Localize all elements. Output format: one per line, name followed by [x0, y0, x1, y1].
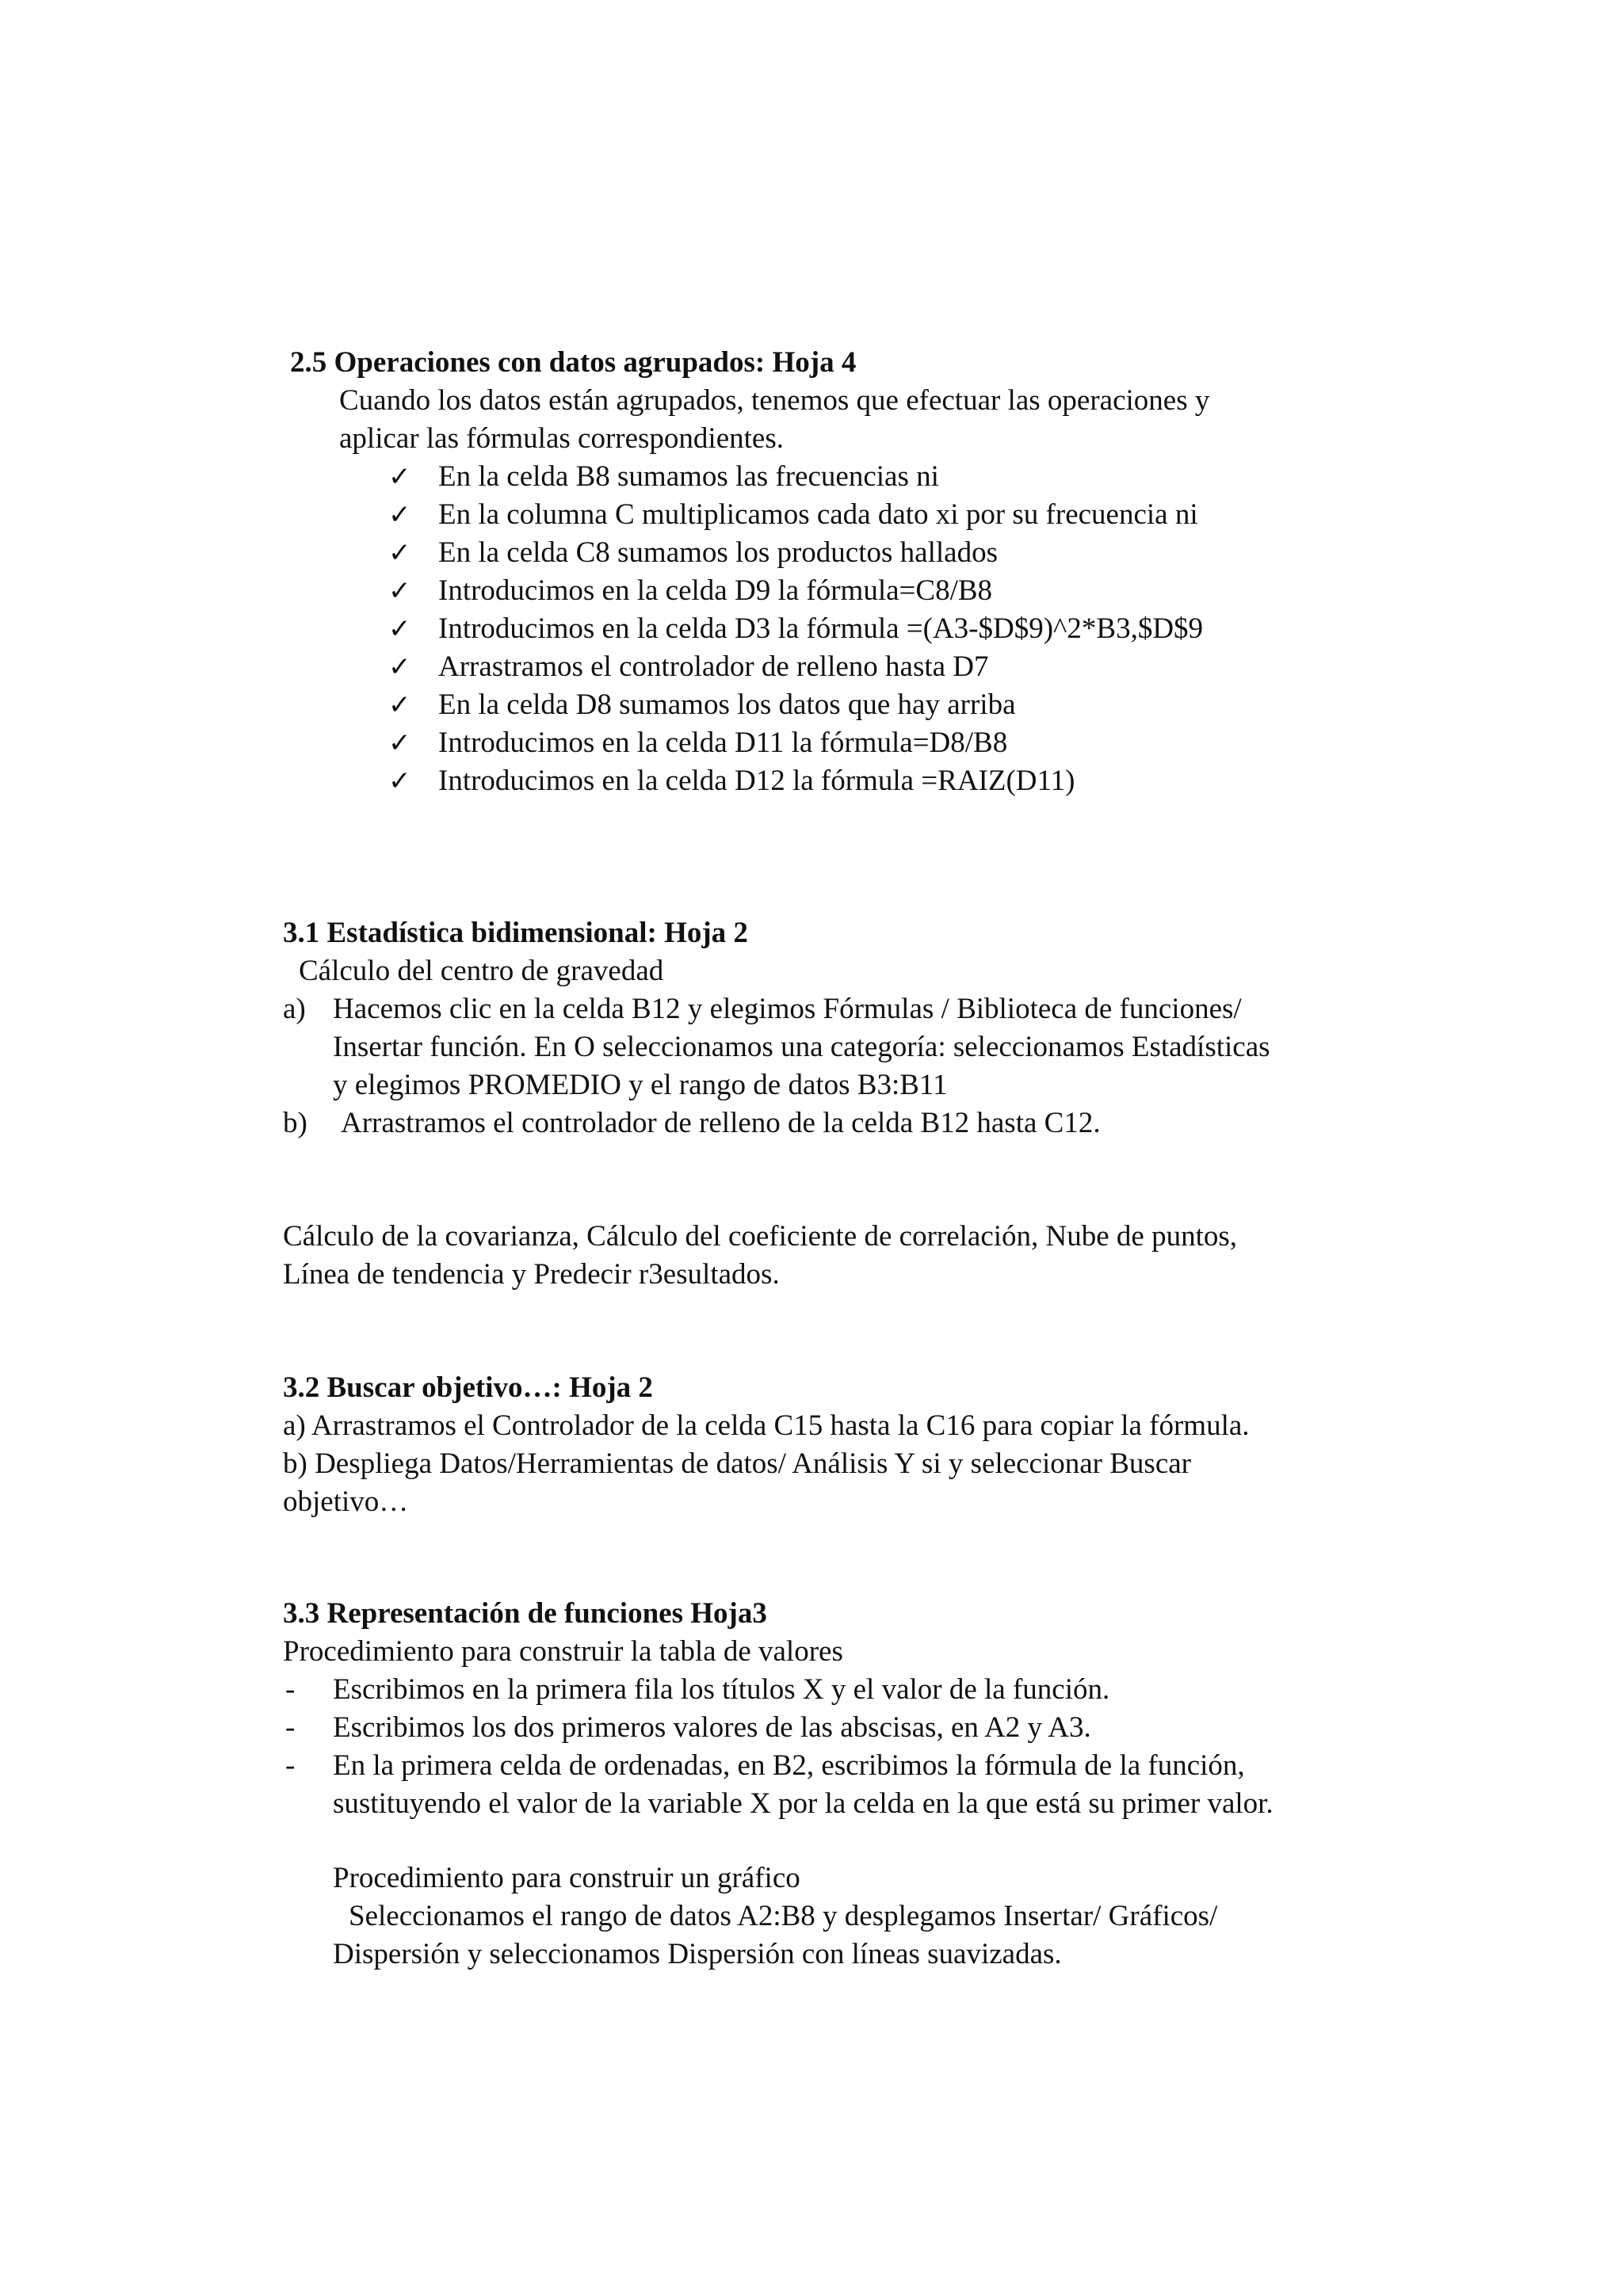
checklist-item: En la celda B8 sumamos las frecuencias ni: [438, 460, 939, 493]
dash-bullet: -: [285, 1673, 296, 1706]
list-item-a-line-1: Hacemos clic en la celda B12 y elegimos Fórmulas / Biblioteca de funciones/: [333, 993, 1242, 1025]
list-item: En la primera celda de ordenadas, en B2, escribimos la fórmula de la función,: [333, 1749, 1245, 1782]
dash-bullet: -: [285, 1749, 296, 1782]
check-icon: ✓: [388, 499, 411, 531]
section-2-5-intro-line-1: Cuando los datos están agrupados, tenemos que efectuar las operaciones y: [339, 384, 1210, 417]
checklist-item: Introducimos en la celda D3 la fórmula =(A3-$D$9)^2*B3,$D$9: [438, 612, 1204, 645]
section-heading-3-3: 3.3 Representación de funciones Hoja3: [283, 1597, 767, 1630]
section-2-5-intro-line-2: aplicar las fórmulas correspondientes.: [339, 422, 784, 455]
list-item-a-line-3: y elegimos PROMEDIO y el rango de datos B3:B11: [333, 1069, 948, 1101]
dash-bullet: -: [285, 1711, 296, 1744]
section-3-2-line-3: objetivo…: [283, 1486, 409, 1518]
check-icon: ✓: [388, 575, 411, 607]
chart-procedure-line-2: Dispersión y seleccionamos Dispersión con líneas suavizadas.: [333, 1938, 1062, 1970]
list-item: Escribimos en la primera fila los títulos X y el valor de la función.: [333, 1673, 1110, 1706]
list-item-b: Arrastramos el controlador de relleno de la celda B12 hasta C12.: [341, 1107, 1101, 1139]
checklist-item: En la columna C multiplicamos cada dato xi por su frecuencia ni: [438, 498, 1198, 531]
check-icon: ✓: [388, 689, 411, 721]
section-heading-3-2: 3.2 Buscar objetivo…: Hoja 2: [283, 1371, 653, 1404]
checklist-item: En la celda D8 sumamos los datos que hay arriba: [438, 688, 1016, 721]
check-icon: ✓: [388, 727, 411, 759]
section-3-2-line-2: b) Despliega Datos/Herramientas de datos/ Análisis Y si y seleccionar Buscar: [283, 1447, 1191, 1480]
section-3-3-subtitle: Procedimiento para construir la tabla de valores: [283, 1635, 843, 1668]
check-icon: ✓: [388, 613, 411, 645]
section-3-1-subtitle: Cálculo del centro de gravedad: [299, 955, 664, 987]
check-icon: ✓: [388, 461, 411, 493]
section-heading-2-5: 2.5 Operaciones con datos agrupados: Hoja 4: [290, 346, 857, 379]
section-3-1-paragraph-line-1: Cálculo de la covarianza, Cálculo del coeficiente de correlación, Nube de puntos,: [283, 1220, 1238, 1253]
check-icon: ✓: [388, 765, 411, 797]
check-icon: ✓: [388, 651, 411, 683]
section-3-1-paragraph-line-2: Línea de tendencia y Predecir r3esultados.: [283, 1258, 780, 1291]
check-icon: ✓: [388, 537, 411, 569]
list-item-continuation: sustituyendo el valor de la variable X por la celda en la que está su primer valor.: [333, 1787, 1274, 1820]
checklist-item: En la celda C8 sumamos los productos hallados: [438, 536, 998, 569]
checklist-item: Introducimos en la celda D11 la fórmula=D8/B8: [438, 727, 1008, 759]
list-item-a-line-2: Insertar función. En O seleccionamos una categoría: seleccionamos Estadísticas: [333, 1031, 1270, 1063]
list-item: Escribimos los dos primeros valores de las abscisas, en A2 y A3.: [333, 1711, 1091, 1744]
checklist-item: Arrastramos el controlador de relleno hasta D7: [438, 650, 989, 683]
checklist-item: Introducimos en la celda D12 la fórmula =RAIZ(D11): [438, 765, 1075, 797]
list-marker-a: a): [283, 993, 306, 1025]
section-3-2-line-1: a) Arrastramos el Controlador de la celda C15 hasta la C16 para copiar la fórmula.: [283, 1409, 1250, 1442]
checklist-item: Introducimos en la celda D9 la fórmula=C8/B8: [438, 574, 993, 607]
chart-procedure-line-1: Seleccionamos el rango de datos A2:B8 y desplegamos Insertar/ Gráficos/: [349, 1900, 1218, 1932]
chart-procedure-subtitle: Procedimiento para construir un gráfico: [333, 1862, 800, 1894]
list-marker-b: b): [283, 1107, 307, 1139]
section-heading-3-1: 3.1 Estadística bidimensional: Hoja 2: [283, 917, 748, 949]
